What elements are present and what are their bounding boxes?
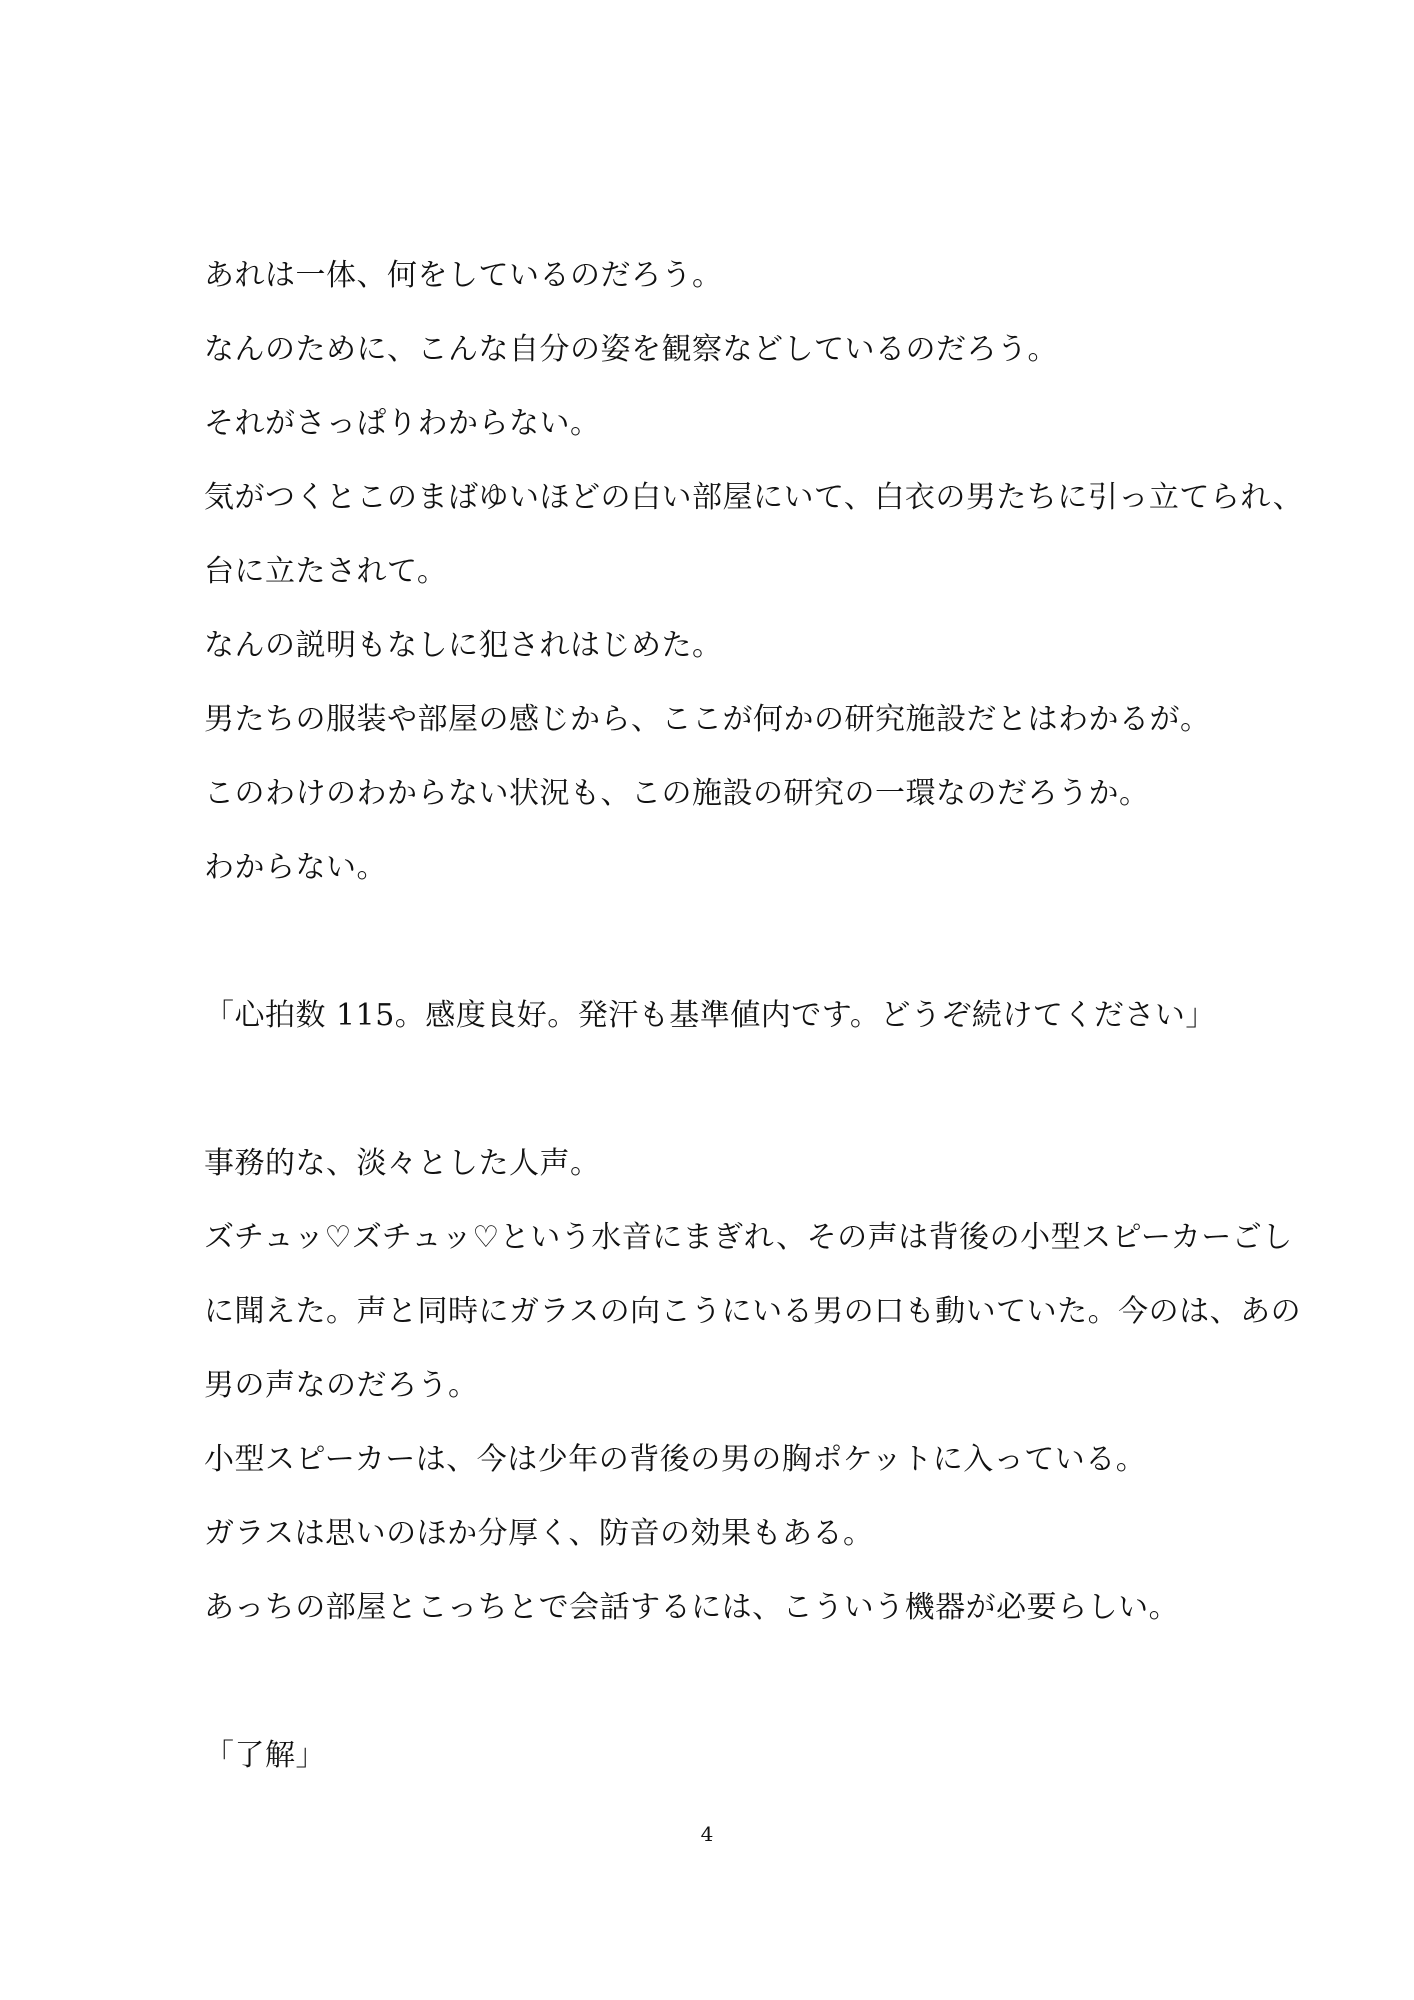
text-line: 台に立たされて。 [204, 554, 448, 589]
dialogue-line: 「了解」 [204, 1738, 326, 1773]
text-line: それがさっぱりわからない。 [204, 406, 601, 441]
text-line: ズチュッ♡ズチュッ♡という水音にまぎれ、その声は背後の小型スピーカーごし [204, 1220, 1293, 1255]
text-line: あれは一体、何をしているのだろう。 [204, 258, 723, 293]
text-line: このわけのわからない状況も、この施設の研究の一環なのだろうか。 [204, 776, 1150, 811]
text-line: わからない。 [204, 850, 387, 885]
text-line: なんのために、こんな自分の姿を観察などしているのだろう。 [204, 332, 1058, 367]
text-line: に聞えた。声と同時にガラスの向こうにいる男の口も動いていた。今のは、あの [204, 1294, 1302, 1329]
text-line: ガラスは思いのほか分厚く、防音の効果もある。 [204, 1516, 874, 1551]
page-number: 4 [700, 1822, 714, 1846]
dialogue-line: 「心拍数 115。感度良好。発汗も基準値内です。どうぞ続けてください」 [204, 998, 1216, 1033]
text-line: 男の声なのだろう。 [204, 1368, 479, 1403]
text-line: 小型スピーカーは、今は少年の背後の男の胸ポケットに入っている。 [204, 1442, 1147, 1477]
text-line: 事務的な、淡々とした人声。 [204, 1146, 601, 1181]
text-line: 男たちの服装や部屋の感じから、ここが何かの研究施設だとはわかるが。 [204, 702, 1211, 737]
text-line: あっちの部屋とこっちとで会話するには、こういう機器が必要らしい。 [204, 1590, 1180, 1625]
text-line: 気がつくとこのまばゆいほどの白い部屋にいて、白衣の男たちに引っ立てられ、 [204, 480, 1304, 515]
text-line: なんの説明もなしに犯されはじめた。 [204, 628, 723, 663]
